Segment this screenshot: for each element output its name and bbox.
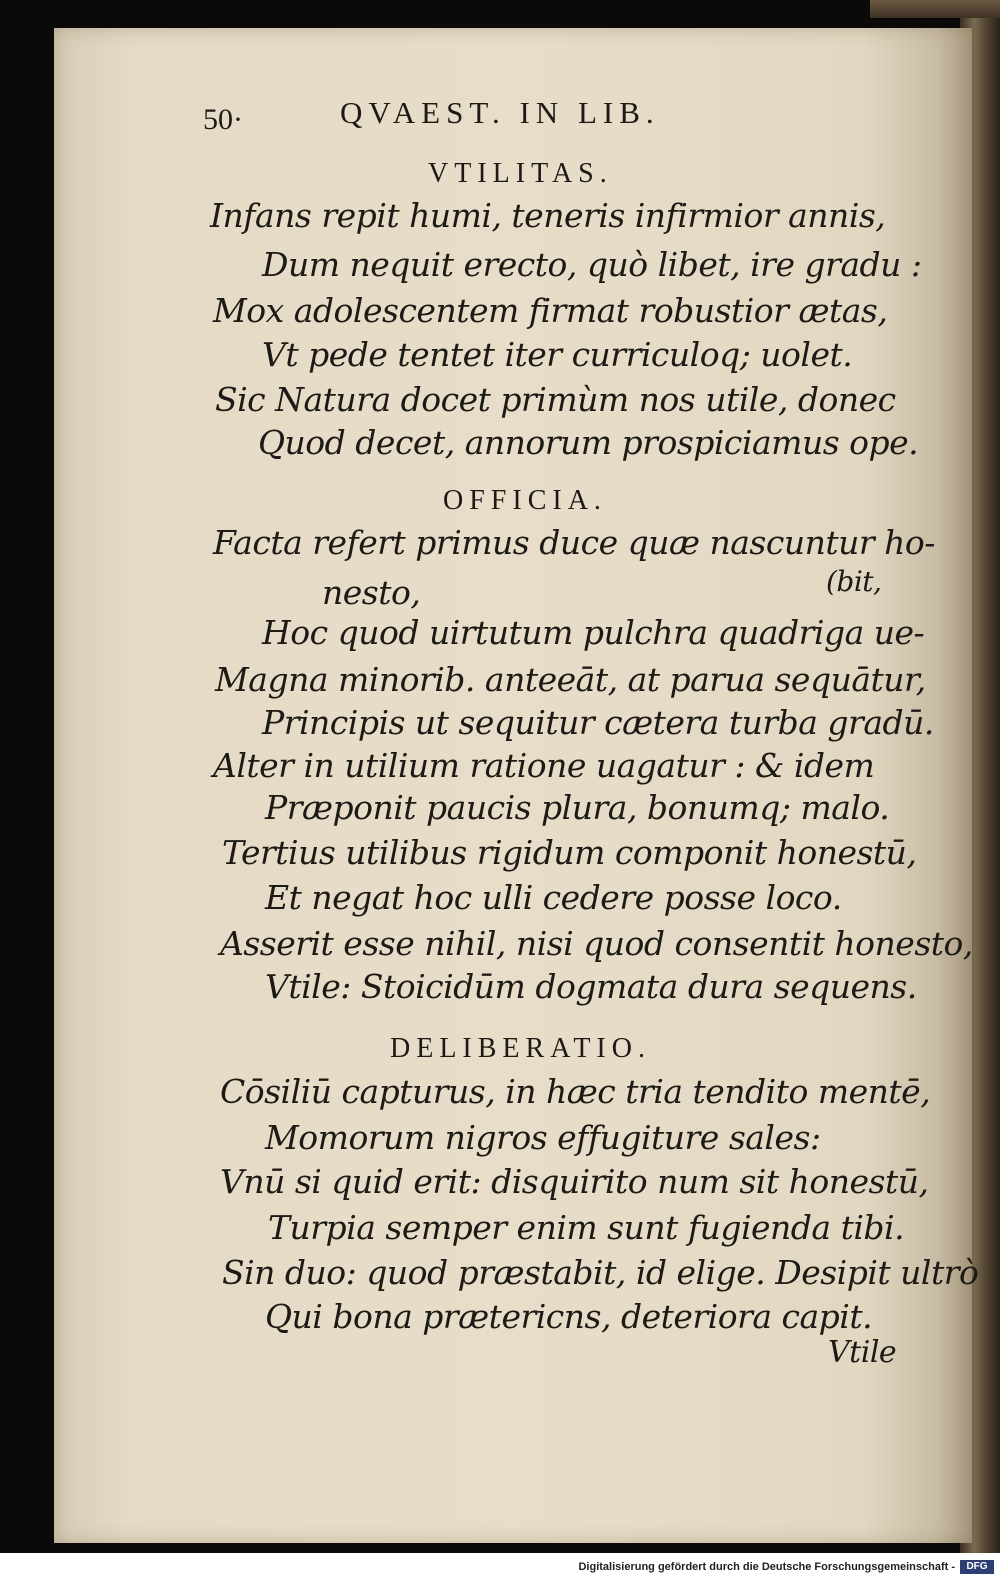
book-cover-top [870,0,1000,18]
verse-line-turnover: (bit, [826,565,882,598]
verse-line: Vt pede tentet iter curriculoq; uolet. [262,335,853,374]
verse-line: Dum nequit erecto, quò libet, ire gradu : [262,245,922,284]
verse-line: Magna minorib. anteeāt, at parua sequātur, [215,660,926,699]
running-title: QVAEST. IN LIB. [340,95,660,130]
section-heading-deliberatio: DELIBERATIO. [390,1033,651,1064]
verse-line: Et negat hoc ulli cedere posse loco. [265,878,842,917]
verse-line: Momorum nigros effugiture sales: [265,1118,821,1157]
catchword: Vtile [828,1335,897,1370]
verse-line: Principis ut sequitur cætera turba gradū. [262,703,934,742]
verse-line: Sic Natura docet primùm nos utile, donec [215,380,896,419]
verse-line: Mox adolescentem firmat robustior ætas, [213,291,888,330]
dfg-logo: DFG [960,1560,994,1574]
page-number: 50· [203,103,243,136]
verse-line: nesto, [322,573,421,612]
verse-line: Hoc quod uirtutum pulchra quadriga ue- [262,613,925,652]
verse-line: Asserit esse nihil, nisi quod consentit honesto, [220,924,973,963]
footer-credit: Digitalisierung gefördert durch die Deutsche Forschungsgemeinschaft - [578,1561,955,1573]
verse-line: Sin duo: quod præstabit, id elige. Desipit ultrò [222,1253,979,1292]
verse-line: Turpia semper enim sunt fugienda tibi. [268,1208,905,1247]
verse-line: Alter in utilium ratione uagatur : & idem [213,746,875,785]
digitization-footer [0,1553,1000,1583]
verse-line: Quod decet, annorum prospiciamus ope. [258,423,919,462]
verse-line: Vnū si quid erit: disquirito num sit honestū, [220,1162,929,1201]
verse-line: Tertius utilibus rigidum componit honestū, [222,833,917,872]
verse-line: Præponit paucis plura, bonumq; malo. [265,788,890,827]
verse-line: Facta refert primus duce quæ nascuntur ho- [213,523,935,562]
verse-line: Qui bona prætericns, deteriora capit. [265,1297,873,1336]
section-heading-officia: OFFICIA. [443,485,607,516]
verse-line: Cōsiliū capturus, in hæc tria tendito mentē, [220,1072,931,1111]
verse-line: Vtile: Stoicidūm dogmata dura sequens. [265,967,917,1006]
section-heading-utilitas: VTILITAS. [428,158,613,189]
verse-line: Infans repit humi, teneris infirmior annis, [210,196,886,235]
